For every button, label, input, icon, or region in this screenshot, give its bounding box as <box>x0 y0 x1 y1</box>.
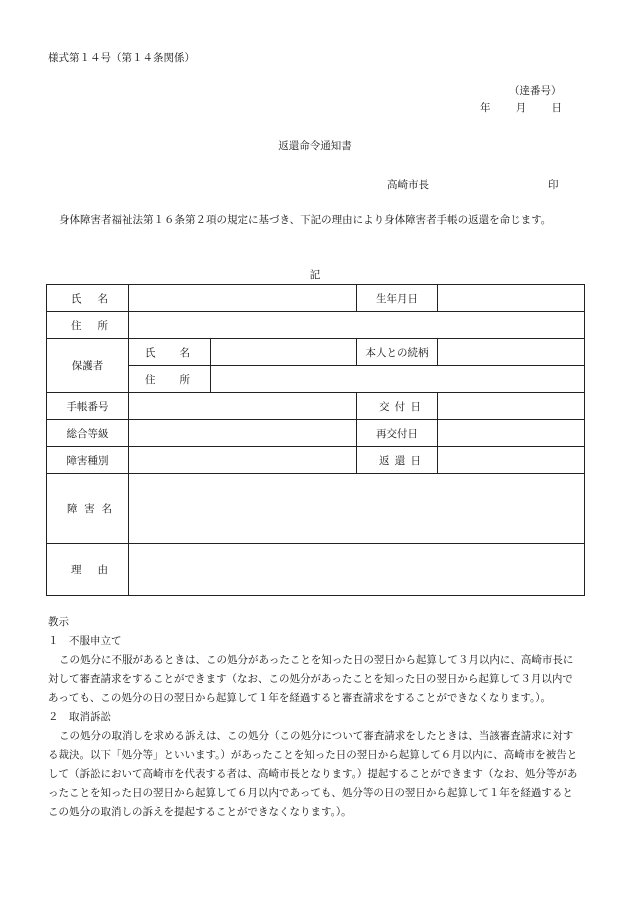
label-grade: 総合等級 <box>47 420 129 447</box>
value-guardian-address <box>211 366 585 393</box>
section-2-title: ２ 取消訴訟 <box>48 711 111 723</box>
seal-mark: 印 <box>548 179 559 191</box>
ki-heading: 記 <box>309 269 321 281</box>
value-issue-date <box>438 393 585 420</box>
label-birth: 生年月日 <box>357 285 438 312</box>
section-1-body: この処分に不服があるときは、この処分があったことを知った日の翌日から起算して３月以内に、高崎市長に対して審査請求をすることができます（なお、この処分があったことを知った日の翌日から起算して３月以内であっても、この処分の日の翌日から起算して１年を経過すると審査請求をすることができなくなります。）。 <box>48 654 574 704</box>
value-relation <box>438 339 585 366</box>
value-guardian-name <box>211 339 357 366</box>
table-row <box>47 474 585 544</box>
label-issue-date: 交 付 日 <box>357 393 438 420</box>
value-name <box>129 285 357 312</box>
label-guardian-address: 住 所 <box>129 366 211 393</box>
instructions-heading: 教示 <box>48 616 69 628</box>
value-return-date <box>438 447 585 474</box>
date-year: 年 <box>480 102 491 114</box>
label-reason: 理 由 <box>47 544 129 596</box>
date-line <box>480 100 562 115</box>
table-row <box>47 393 585 420</box>
value-grade <box>129 420 357 447</box>
section-1-title: １ 不服申立て <box>48 635 122 647</box>
label-relation: 本人との続柄 <box>357 339 438 366</box>
date-month: 月 <box>515 102 527 114</box>
label-disability-name: 障 害 名 <box>47 474 129 544</box>
table-row <box>47 285 585 312</box>
label-reissue-date: 再交付日 <box>357 420 438 447</box>
form-table <box>46 284 585 596</box>
document-title: 返還命令通知書 <box>278 140 352 152</box>
table-row <box>47 420 585 447</box>
label-guardian-name: 氏 名 <box>129 339 211 366</box>
table-row <box>47 447 585 474</box>
issuer: 高崎市長 <box>387 179 429 191</box>
value-reason <box>129 544 585 596</box>
label-handbook-no: 手帳番号 <box>47 393 129 420</box>
instructions <box>48 613 583 822</box>
date-day: 日 <box>551 102 562 114</box>
value-disability-type <box>129 447 357 474</box>
label-return-date: 返 還 日 <box>357 447 438 474</box>
value-handbook-no <box>129 393 357 420</box>
table-row <box>47 312 585 339</box>
value-birth <box>438 285 585 312</box>
label-name: 氏 名 <box>47 285 129 312</box>
table-row <box>47 544 585 596</box>
value-address <box>129 312 585 339</box>
label-guardian: 保護者 <box>47 339 129 393</box>
value-disability-name <box>129 474 585 544</box>
value-reissue-date <box>438 420 585 447</box>
document-number: （逹番号） <box>509 85 562 97</box>
table-row <box>47 339 585 366</box>
form-number: 様式第１４号（第１４条関係） <box>48 52 195 64</box>
section-2-body: この処分の取消しを求める訴えは、この処分（この処分について審査請求をしたときは、当該審査請求に対する裁決。以下「処分等」といいます。）があったことを知った日の翌日から起算して６月以内に、高崎市を被告として（訴訟において高崎市を代表する者は、高崎市長となります。）提起することができます（なお、処分等があったことを知った日の翌日から起算して６月以内であっても、処分等の日の翌日から起算して１年を経過するとこの処分の取消しの訴えを提起することができなくなります。）。 <box>48 730 578 818</box>
label-address: 住 所 <box>47 312 129 339</box>
body-text: 身体障害者福祉法第１６条第２項の規定に基づき、下記の理由により身体障害者手帳の返還を命じます。 <box>59 214 552 226</box>
label-disability-type: 障害種別 <box>47 447 129 474</box>
